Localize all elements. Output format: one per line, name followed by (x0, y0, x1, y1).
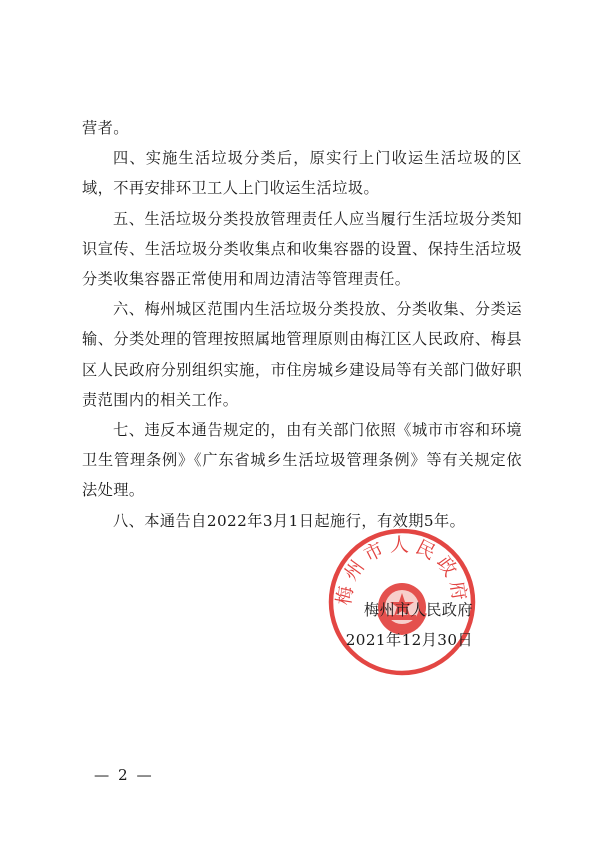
page-number: — 2 — (94, 766, 154, 784)
document-body (82, 113, 522, 536)
issuer-name: 梅州市人民政府 (363, 601, 473, 619)
paragraph-item-5: 五、生活垃圾分类投放管理责任人应当履行生活垃圾分类知识宣传、生活垃圾分类收集点和收集容器的设置、保持生活垃圾分类收集容器正常使用和周边清洁等管理责任。 (82, 209, 522, 289)
paragraph-item-4: 四、实施生活垃圾分类后，原实行上门收运生活垃圾的区域，不再安排环卫工人上门收运生活垃圾。 (82, 149, 522, 198)
paragraph-continuation: 营者。 (82, 119, 129, 137)
paragraph-item-7: 七、违反本通告规定的，由有关部门依照《城市市容和环境卫生管理条例》《广东省城乡生活垃圾管理条例》等有关规定依法处理。 (82, 421, 522, 500)
signature-block (346, 595, 473, 655)
issue-date: 2021年12月30日 (345, 631, 473, 650)
svg-text:梅州市人民政府: 梅州市人民政府 (332, 534, 472, 607)
paragraph-item-8: 八、本通告自2022年3月1日起施行，有效期5年。 (113, 511, 466, 530)
paragraph-item-6: 六、梅州城区范围内生活垃圾分类投放、分类收集、分类运输、分类处理的管理按照属地管理原则由梅江区人民政府、梅县区人民政府分别组织实施，市住房城乡建设局等有关部门做好职责范围内的相关工作。 (82, 300, 522, 409)
